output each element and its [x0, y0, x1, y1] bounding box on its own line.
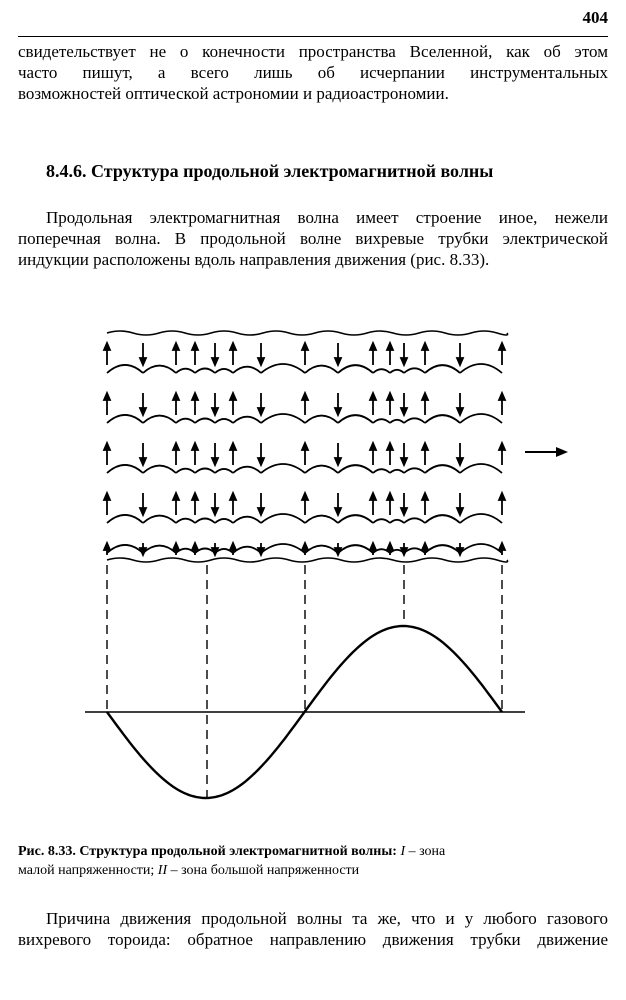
field-arrow-up: [499, 493, 505, 515]
field-arrow-up: [422, 343, 428, 365]
field-arrow-up: [104, 493, 110, 515]
field-arrow-down: [401, 543, 407, 555]
vortex-arc: [215, 369, 233, 373]
caption-zone1-text: – зона: [408, 844, 446, 859]
field-arrow-down: [212, 343, 218, 365]
field-arrow-up: [192, 443, 198, 465]
vortex-arc: [261, 364, 305, 373]
vortex-arc: [460, 464, 502, 473]
vortex-arc: [143, 416, 176, 423]
field-arrow-up: [387, 393, 393, 415]
field-arrow-up: [499, 393, 505, 415]
vortex-arc: [425, 415, 460, 423]
intro-line-2: часто пишут, а всего лишь об исчерпании инструментальных: [18, 63, 608, 82]
field-arrow-up: [422, 393, 428, 415]
vortex-arc: [195, 419, 215, 424]
field-arrow-up: [422, 493, 428, 515]
vortex-arc: [176, 469, 195, 473]
vortex-arc: [305, 416, 338, 423]
field-arrow-up: [173, 393, 179, 415]
vortex-arc: [425, 465, 460, 473]
vortex-arc: [404, 418, 425, 423]
closing-paragraph: [18, 908, 608, 950]
field-arrow-up: [387, 343, 393, 365]
field-arrow-up: [370, 493, 376, 515]
field-arrow-down: [457, 343, 463, 365]
field-arrow-up: [173, 543, 179, 555]
field-arrow-up: [230, 543, 236, 555]
direction-arrow: [525, 447, 568, 457]
field-arrow-up: [387, 493, 393, 515]
field-arrow-down: [335, 443, 341, 465]
vortex-arc: [107, 365, 143, 373]
field-arrow-up: [192, 343, 198, 365]
caption-zone1-label: I: [400, 844, 406, 859]
field-arrow-down: [140, 343, 146, 365]
vortex-arc: [176, 419, 195, 423]
vortex-arc: [233, 467, 261, 473]
body-line-3: индукции расположены вдоль направления движения (рис. 8.33).: [18, 250, 490, 269]
vortex-arc: [143, 516, 176, 523]
body-line-1: Продольная электромагнитная волна имеет строение иное, нежели: [46, 208, 608, 227]
vortex-arc: [404, 468, 425, 473]
field-arrow-up: [370, 393, 376, 415]
field-arrow-up: [422, 543, 428, 555]
vortex-arc: [460, 414, 502, 423]
field-arrow-up: [192, 493, 198, 515]
field-arrow-down: [258, 443, 264, 465]
vortex-arc: [404, 518, 425, 523]
field-arrow-up: [370, 343, 376, 365]
vortex-arc: [261, 514, 305, 523]
vortex-arc: [338, 465, 373, 473]
vortex-arc: [143, 466, 176, 473]
vortex-arc: [460, 544, 502, 553]
vortex-arc: [143, 366, 176, 373]
vortex-arc: [305, 546, 338, 553]
field-arrow-down: [457, 393, 463, 415]
vortex-arc: [261, 414, 305, 423]
field-arrow-down: [457, 443, 463, 465]
vortex-arc: [338, 545, 373, 553]
field-arrow-up: [370, 443, 376, 465]
intro-paragraph: [18, 41, 608, 104]
field-arrow-up: [173, 343, 179, 365]
field-arrow-down: [212, 493, 218, 515]
field-arrow-up: [302, 493, 308, 515]
field-arrow-down: [258, 493, 264, 515]
field-arrow-down: [401, 393, 407, 415]
field-arrow-down: [258, 343, 264, 365]
page-number: 404: [582, 8, 608, 27]
field-arrow-up: [302, 443, 308, 465]
vortex-arc: [425, 515, 460, 523]
vortex-arc: [215, 419, 233, 423]
vortex-arc: [107, 545, 143, 553]
vortex-arc: [373, 469, 390, 473]
intro-line-1: свидетельствует не о конечности пространства Вселенной, как об этом: [18, 42, 608, 61]
field-arrow-up: [230, 443, 236, 465]
field-arrow-down: [335, 493, 341, 515]
vortex-arc: [233, 517, 261, 523]
vortex-arc: [404, 368, 425, 373]
vortex-arc: [305, 516, 338, 523]
vortex-arc: [338, 415, 373, 423]
vortex-arc: [305, 366, 338, 373]
field-arrow-up: [230, 343, 236, 365]
field-arrow-up: [192, 393, 198, 415]
vortex-arc: [338, 365, 373, 373]
intro-line-3: возможностей оптической астрономии и радиоастрономии.: [18, 84, 449, 103]
figure-longitudinal-wave: [0, 300, 626, 820]
field-arrow-down: [140, 393, 146, 415]
vortex-arc: [195, 469, 215, 474]
figure-caption: [18, 842, 608, 880]
field-arrow-up: [302, 543, 308, 555]
vortex-arc: [233, 367, 261, 373]
field-arrow-up: [499, 443, 505, 465]
vortex-arc: [261, 544, 305, 553]
field-arrow-down: [212, 543, 218, 555]
vortex-arc: [425, 545, 460, 553]
vortex-arc: [305, 466, 338, 473]
caption-zone2-label: II: [157, 863, 168, 878]
field-arrow-down: [401, 443, 407, 465]
vortex-arc: [390, 470, 404, 473]
vortex-arc: [390, 520, 404, 523]
section-heading: 8.4.6. Структура продольной электромагнитной волны: [46, 161, 494, 181]
vortex-arc: [215, 469, 233, 473]
vortex-arc: [107, 415, 143, 423]
vortex-arc: [176, 519, 195, 523]
vortex-arc: [460, 514, 502, 523]
field-arrow-down: [335, 543, 341, 555]
field-arrow-up: [387, 443, 393, 465]
top-wavy-boundary: [107, 331, 508, 335]
vortex-arc: [373, 519, 390, 523]
field-arrow-down: [335, 343, 341, 365]
vortex-arc: [233, 417, 261, 423]
field-arrow-down: [212, 393, 218, 415]
field-arrow-down: [335, 393, 341, 415]
vortex-arc: [195, 519, 215, 524]
vortex-tube-grid: [104, 343, 505, 555]
field-arrow-up: [499, 543, 505, 555]
field-arrow-up: [230, 493, 236, 515]
vortex-arc: [261, 464, 305, 473]
field-arrow-up: [387, 543, 393, 555]
vortex-arc: [195, 369, 215, 374]
field-arrow-up: [104, 543, 110, 555]
caption-zone2-text: – зона большой напряженности: [170, 863, 360, 878]
field-arrow-up: [104, 443, 110, 465]
field-arrow-down: [140, 493, 146, 515]
vortex-arc: [143, 546, 176, 553]
dashed-guide-lines: [107, 565, 502, 798]
field-arrow-up: [173, 443, 179, 465]
field-arrow-up: [302, 393, 308, 415]
closing-line-2: вихревого тороида: обратное направлению движения трубки движение: [18, 930, 608, 949]
bottom-wavy-boundary: [107, 558, 508, 562]
field-arrow-down: [457, 543, 463, 555]
caption-title: Рис. 8.33. Структура продольной электромагнитной волны:: [18, 844, 397, 859]
vortex-arc: [373, 419, 390, 423]
vortex-arc: [107, 465, 143, 473]
field-arrow-up: [422, 443, 428, 465]
field-arrow-up: [230, 393, 236, 415]
body-line-2: поперечная волна. В продольной волне вихревые трубки электрической: [18, 229, 608, 248]
field-arrow-down: [401, 343, 407, 365]
vortex-arc: [425, 365, 460, 373]
vortex-arc: [233, 547, 261, 553]
field-arrow-down: [457, 493, 463, 515]
vortex-arc: [460, 364, 502, 373]
field-arrow-down: [140, 443, 146, 465]
field-arrow-down: [401, 493, 407, 515]
vortex-arc: [176, 369, 195, 373]
field-arrow-down: [258, 543, 264, 555]
header-rule: [18, 36, 608, 37]
vortex-arc: [390, 420, 404, 423]
vortex-arc: [373, 369, 390, 373]
field-arrow-up: [104, 343, 110, 365]
field-arrow-up: [302, 343, 308, 365]
field-arrow-up: [192, 543, 198, 555]
vortex-arc: [215, 519, 233, 523]
body-paragraph: [18, 207, 608, 270]
vortex-arc: [338, 515, 373, 523]
vortex-arc: [390, 370, 404, 373]
field-arrow-up: [104, 393, 110, 415]
vortex-arc: [107, 515, 143, 523]
closing-line-1: Причина движения продольной волны та же, что и у любого газового: [46, 909, 608, 928]
field-arrow-up: [499, 343, 505, 365]
field-arrow-down: [212, 443, 218, 465]
field-arrow-down: [140, 543, 146, 555]
field-arrow-down: [258, 393, 264, 415]
field-arrow-up: [173, 493, 179, 515]
field-arrow-up: [370, 543, 376, 555]
caption-line2-start: малой напряженности;: [18, 863, 155, 878]
